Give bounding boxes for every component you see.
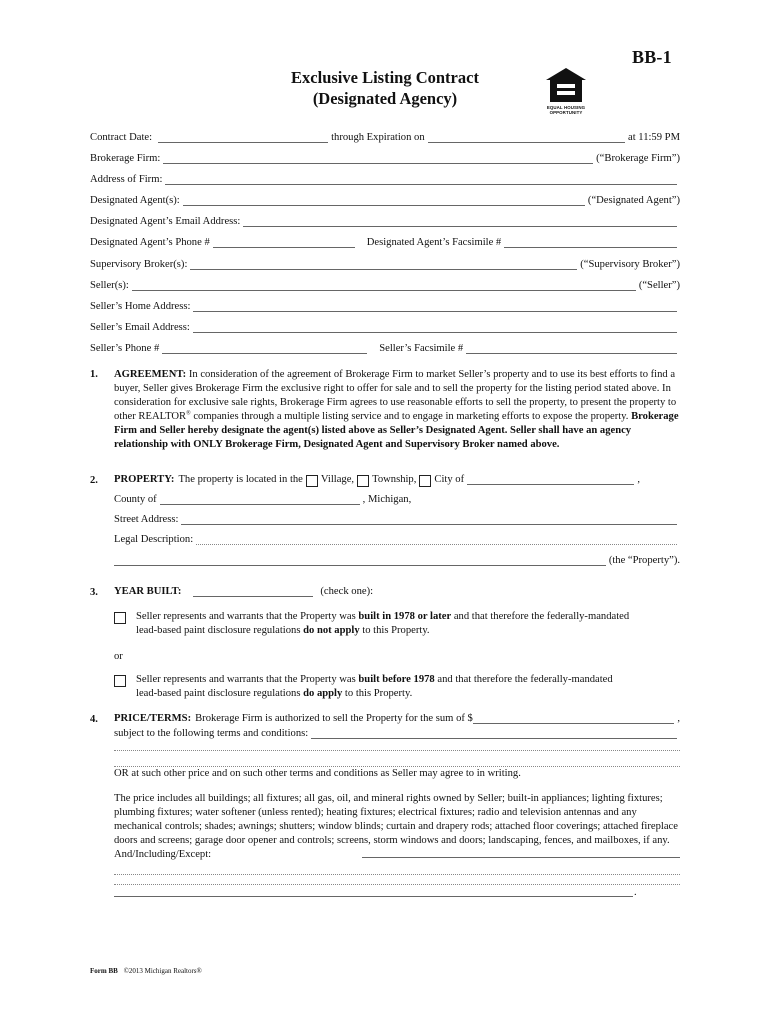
subject-to-label: subject to the following terms and conditions: bbox=[114, 728, 309, 739]
brokerage-firm-label: Brokerage Firm: bbox=[90, 153, 161, 164]
form-id: BB-1 bbox=[632, 47, 672, 67]
equal-housing-logo bbox=[540, 66, 592, 118]
designated-agent-definition: (“Designated Agent”) bbox=[587, 195, 680, 206]
opt2-text-a: Seller represents and warrants that the Property was bbox=[136, 674, 359, 685]
township-label: Township, bbox=[372, 474, 417, 485]
village-checkbox[interactable] bbox=[306, 475, 318, 487]
legal-description-row bbox=[114, 533, 680, 547]
supervisory-brokers-field[interactable] bbox=[190, 259, 577, 270]
seller-fax-label: Seller’s Facsimile # bbox=[379, 343, 464, 354]
street-address-row bbox=[114, 513, 680, 527]
agent-fax-label: Designated Agent’s Facsimile # bbox=[366, 237, 502, 248]
agent-phone-row bbox=[90, 236, 680, 250]
price-includes-text bbox=[114, 792, 680, 862]
except-line-4[interactable] bbox=[114, 896, 633, 897]
legal-description-field-2[interactable] bbox=[114, 555, 606, 566]
section-1-bold-text: Brokerage Firm and Seller hereby designate the agent(s) listed above as Seller’s Designated Agent. Seller shall have an agency relationship with ONLY Brokerage Firm, Designated Agent and Supervisory Broker named above. bbox=[114, 410, 679, 450]
county-field[interactable] bbox=[160, 494, 360, 505]
section-4-number: 4. bbox=[90, 714, 98, 725]
price-comma: , bbox=[677, 713, 680, 724]
built-1978-or-later-text bbox=[136, 610, 636, 638]
opt2-text-c: and that therefore the federally-mandated lead-based paint disclosure regulations bbox=[136, 674, 613, 699]
section-1-heading: AGREEMENT: bbox=[114, 369, 187, 380]
equal-housing-icon bbox=[540, 66, 592, 106]
through-expiration-label: through Expiration on bbox=[331, 132, 425, 143]
check-one-label: (check one): bbox=[320, 586, 374, 597]
section-2-heading: PROPERTY: bbox=[114, 474, 175, 485]
firm-address-row bbox=[90, 173, 680, 187]
except-line-2[interactable] bbox=[114, 873, 680, 875]
seller-home-address-field[interactable] bbox=[193, 301, 677, 312]
includes-text: The price includes all buildings; all fixtures; all gas, oil, and mineral rights owned by Seller; built-in appliances; lighting fixtures; plumbing fixtures; water softener (unless rented); heating fixtures; electrical fixtures; radio and television antennas and any mechanical controls; shades; awnings; shutters; window blinds; curtain and drapery rods; attached floor coverings; attached fireplace doors and screens; garage door opener and controls; screens, storm windows and doors; landscaping, fences, and mailboxes, if any. And/Including/Except: bbox=[114, 793, 678, 860]
terms-line-2[interactable] bbox=[114, 749, 680, 751]
section-3-number: 3. bbox=[90, 587, 98, 598]
agent-email-field[interactable] bbox=[243, 216, 677, 227]
firm-address-label: Address of Firm: bbox=[90, 174, 163, 185]
street-address-label: Street Address: bbox=[114, 514, 179, 525]
footer-copyright: ©2013 Michigan Realtors® bbox=[123, 967, 202, 975]
agent-phone-label: Designated Agent’s Phone # bbox=[90, 237, 210, 248]
opt1-text-b: built in 1978 or later bbox=[358, 611, 452, 622]
price-field[interactable] bbox=[473, 713, 675, 724]
supervisory-brokers-label: Supervisory Broker(s): bbox=[90, 259, 188, 270]
street-address-field[interactable] bbox=[181, 514, 677, 525]
contract-date-field[interactable] bbox=[158, 132, 328, 143]
section-1-text-a: In consideration of the agreement of Brokerage Firm to market Seller’s property and to use its best efforts to find a buyer, Seller gives Brokerage Firm the exclusive right to offer for sale and to sell the property for the listing period stated above. In consideration for exclusive sale rights, Brokerage Firm agrees to use reasonable efforts to sell the property, to present the property to other REALTOR bbox=[114, 369, 677, 422]
title-main: Exclusive Listing Contract bbox=[291, 68, 479, 87]
county-row bbox=[114, 493, 434, 507]
the-property-label: (the “Property”). bbox=[608, 555, 680, 566]
built-before-1978-checkbox[interactable] bbox=[114, 675, 126, 687]
designated-agents-field[interactable] bbox=[183, 195, 585, 206]
section-4-heading: PRICE/TERMS: bbox=[114, 713, 192, 724]
seller-email-field[interactable] bbox=[193, 322, 677, 333]
michigan-label: , Michigan, bbox=[362, 494, 412, 505]
township-checkbox[interactable] bbox=[357, 475, 369, 487]
legal-description-row-2 bbox=[114, 554, 680, 568]
seller-definition: (“Seller”) bbox=[638, 280, 680, 291]
opt2-text-b: built before 1978 bbox=[358, 674, 435, 685]
brokerage-firm-row bbox=[90, 152, 680, 166]
authorized-text: Brokerage Firm is authorized to sell the Property for the sum of $ bbox=[195, 713, 473, 724]
city-field[interactable] bbox=[467, 474, 634, 485]
logo-text: EQUAL HOUSING OPPORTUNITY bbox=[546, 105, 586, 115]
agent-fax-field[interactable] bbox=[504, 237, 677, 248]
sellers-field[interactable] bbox=[132, 280, 636, 291]
year-built-field[interactable] bbox=[193, 586, 313, 597]
footer bbox=[90, 967, 202, 976]
seller-fax-field[interactable] bbox=[466, 343, 677, 354]
section-1-agreement bbox=[114, 368, 680, 452]
built-1978-or-later-checkbox[interactable] bbox=[114, 612, 126, 624]
section-2-number: 2. bbox=[90, 475, 98, 486]
contract-date-row bbox=[90, 131, 680, 145]
city-of-label: City of bbox=[434, 474, 465, 485]
except-field[interactable] bbox=[362, 857, 680, 858]
year-built-row bbox=[114, 585, 414, 599]
seller-email-label: Seller’s Email Address: bbox=[90, 322, 190, 333]
expiration-date-field[interactable] bbox=[428, 132, 625, 143]
opt1-text-e: to this Property. bbox=[359, 624, 430, 636]
seller-phone-field[interactable] bbox=[162, 343, 367, 354]
terms-row bbox=[114, 727, 680, 741]
city-comma: , bbox=[637, 474, 640, 485]
seller-email-row bbox=[90, 321, 680, 335]
opt2-text-e: to this Property. bbox=[342, 687, 413, 699]
legal-description-field[interactable] bbox=[196, 543, 677, 545]
designated-agents-row bbox=[90, 194, 680, 208]
county-label: County of bbox=[114, 494, 157, 505]
firm-address-field[interactable] bbox=[165, 174, 677, 185]
realtor-mark: ® bbox=[186, 410, 191, 417]
agent-email-label: Designated Agent’s Email Address: bbox=[90, 216, 241, 227]
designated-agents-label: Designated Agent(s): bbox=[90, 195, 180, 206]
terms-field[interactable] bbox=[311, 728, 677, 739]
price-row bbox=[114, 712, 680, 726]
or-label: or bbox=[114, 651, 123, 662]
sellers-row bbox=[90, 279, 680, 293]
section-3-heading: YEAR BUILT: bbox=[114, 586, 182, 597]
or-other-terms-text: OR at such other price and on such other terms and conditions as Seller may agree to in writing. bbox=[114, 768, 521, 779]
sellers-label: Seller(s): bbox=[90, 280, 129, 291]
legal-description-label: Legal Description: bbox=[114, 534, 194, 545]
agent-email-row bbox=[90, 215, 680, 229]
seller-home-address-label: Seller’s Home Address: bbox=[90, 301, 191, 312]
city-checkbox[interactable] bbox=[419, 475, 431, 487]
except-line-3[interactable] bbox=[114, 883, 680, 885]
brokerage-firm-definition: (“Brokerage Firm”) bbox=[596, 153, 680, 164]
opt1-text-d: do not apply bbox=[303, 624, 360, 636]
village-label: Village, bbox=[320, 474, 355, 485]
contract-date-label: Contract Date: bbox=[90, 132, 153, 143]
built-before-1978-text bbox=[136, 673, 626, 701]
time-label: at 11:59 PM bbox=[628, 132, 680, 143]
seller-phone-label: Seller’s Phone # bbox=[90, 343, 160, 354]
seller-phone-row bbox=[90, 342, 680, 356]
located-in-text: The property is located in the bbox=[178, 474, 303, 485]
property-location-row bbox=[114, 473, 640, 487]
opt2-text-d: do apply bbox=[303, 687, 343, 699]
section-1-number: 1. bbox=[90, 369, 98, 380]
supervisory-broker-definition: (“Supervisory Broker”) bbox=[580, 259, 680, 270]
agent-phone-field[interactable] bbox=[213, 237, 355, 248]
opt1-text-a: Seller represents and warrants that the Property was bbox=[136, 611, 359, 622]
brokerage-firm-field[interactable] bbox=[163, 153, 593, 164]
except-period: . bbox=[634, 887, 637, 898]
seller-home-address-row bbox=[90, 300, 680, 314]
opt1-text-c: and that therefore the federally-mandated lead-based paint disclosure regulations bbox=[136, 611, 630, 636]
title-sub: (Designated Agency) bbox=[312, 88, 458, 108]
supervisory-brokers-row bbox=[90, 258, 680, 272]
section-1-text-b: companies through a multiple listing service and to engage in marketing efforts to expose the property. bbox=[190, 410, 629, 422]
document-title bbox=[180, 68, 590, 109]
footer-form: Form BB bbox=[90, 967, 118, 975]
